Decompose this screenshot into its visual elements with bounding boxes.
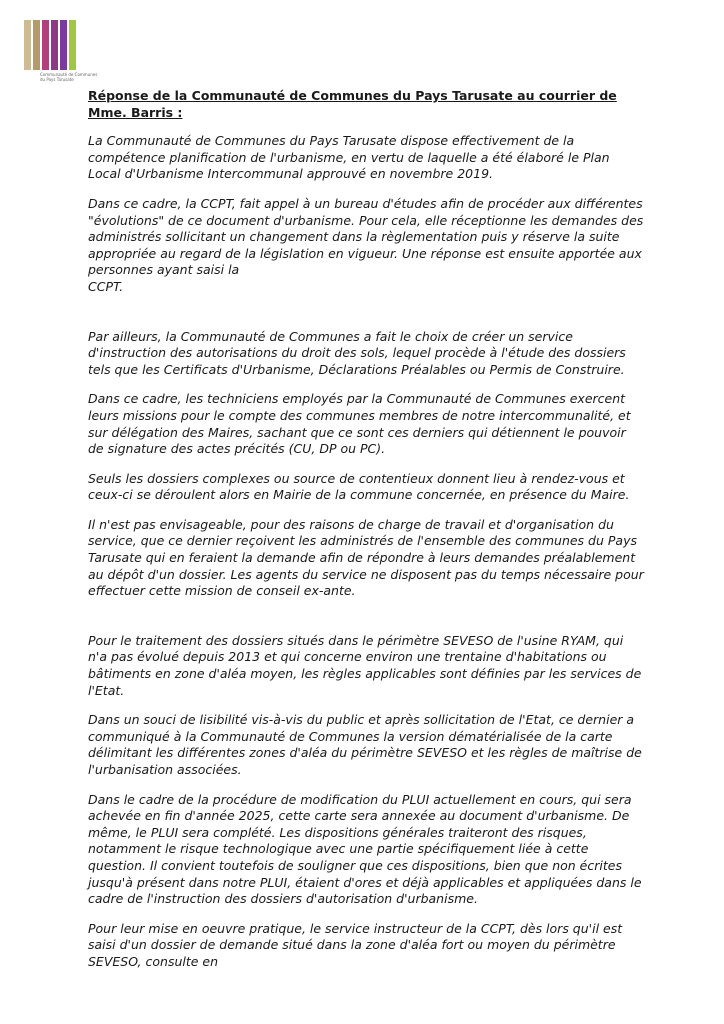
logo-bar (33, 20, 40, 70)
paragraph: Dans un souci de lisibilité vis-à-vis du public et après sollicitation de l'Etat, ce dernier a communiqué à la Communauté de Communes la version dématérialisée de la carte délimitant les différentes zones d'aléa du périmètre SEVESO et les règles de maîtrise de l'urbanisation associées. (88, 712, 642, 777)
logo-bar (42, 20, 49, 70)
logo (24, 20, 108, 84)
paragraph: La Communauté de Communes du Pays Tarusate dispose effectivement de la compétence planification de l'urbanisme, en vertu de laquelle a été élaboré le Plan Local d'Urbanisme Intercommunal approuvé en novembre 2019. (88, 133, 610, 182)
logo-bar (24, 20, 31, 70)
response-heading: Réponse de la Communauté de Communes du Pays Tarusate au courrier de Mme. Barris : (88, 88, 617, 120)
section-spacer (88, 309, 644, 329)
logo-caption (24, 72, 108, 82)
paragraph: Il n'est pas envisageable, pour des raisons de charge de travail et d'organisation du service, que ce dernier reçoivent les administrés de l'ensemble des communes du Pays Tarusate qui en feraient la demande afin de répondre à leurs demandes préalablement au dépôt d'un dossier. Les agents du service ne disposent pas du temps nécessaire pour effectuer cette mission de conseil ex-ante. (88, 516, 644, 599)
logo-bar (51, 20, 58, 70)
logo-bar (69, 20, 76, 70)
logo-caption-line: du Pays Tarusate (40, 77, 74, 82)
paragraph: Pour leur mise en oeuvre pratique, le service instructeur de la CCPT, dès lors qu'il est saisi d'un dossier de demande situé dans la zone d'aléa fort ou moyen du périmètre SEVESO, consulte en (88, 920, 623, 969)
paragraph: CCPT. (88, 278, 124, 294)
paragraph: Dans ce cadre, les techniciens employés par la Communauté de Communes exercent leurs missions pour le compte des communes membres de notre intercommunalité, et sur délégation des Maires, sachant que ce sont ces derniers qui détiennent le pouvoir de signature des actes précités (CU, DP ou PC). (88, 391, 631, 457)
paragraph: Dans ce cadre, la CCPT, fait appel à un bureau d'études afin de procéder aux différentes "évolutions" de ce document d'urbanisme. Pour cela, elle réceptionne les demandes des administrés sollicitant un changement dans la règlementation puis y réserve la suite appropriée au regard de la législation en vigueur. Une réponse est ensuite apportée aux personnes ayant saisi la (88, 195, 644, 278)
paragraph: Seuls les dossiers complexes ou source de contentieux donnent lieu à rendez-vous et ceux-ci se déroulent alors en Mairie de la commune concernée, en présence du Maire. (88, 470, 630, 503)
logo-caption-line: Communauté de Communes (40, 72, 98, 77)
logo-color-bars (24, 20, 108, 70)
paragraph: Pour le traitement des dossiers situés dans le périmètre SEVESO de l'usine RYAM, qui n'a pas évolué depuis 2013 et qui concerne environ une trentaine d'habitations ou bâtiments en zone d'aléa moyen, les règles applicables sont définies par les services de l'Etat. (88, 632, 642, 698)
paragraph: Dans le cadre de la procédure de modification du PLUI actuellement en cours, qui sera achevée en fin d'année 2025, cette carte sera annexée au document d'urbanisme. De même, le PLUI sera complété. Les dispositions générales traiteront des risques, notamment le risque technologique avec une partie spécifiquement liée à cette question. Il convient toutefois de souligner que ces dispositions, bien que non écrites jusqu'à présent dans notre PLUI, étaient d'ores et déjà applicables et appliquées dans le cadre de l'instruction des dossiers d'autorisation d'urbanisme. (88, 791, 642, 907)
logo-bar (60, 20, 67, 70)
paragraph: Par ailleurs, la Communauté de Communes a fait le choix de créer un service d'instruction des autorisations du droit des sols, lequel procède à l'étude des dossiers tels que les Certificats d'Urbanisme, Déclarations Préalables ou Permis de Construire. (88, 328, 626, 377)
letter-body (88, 88, 644, 984)
section-spacer (88, 613, 644, 633)
